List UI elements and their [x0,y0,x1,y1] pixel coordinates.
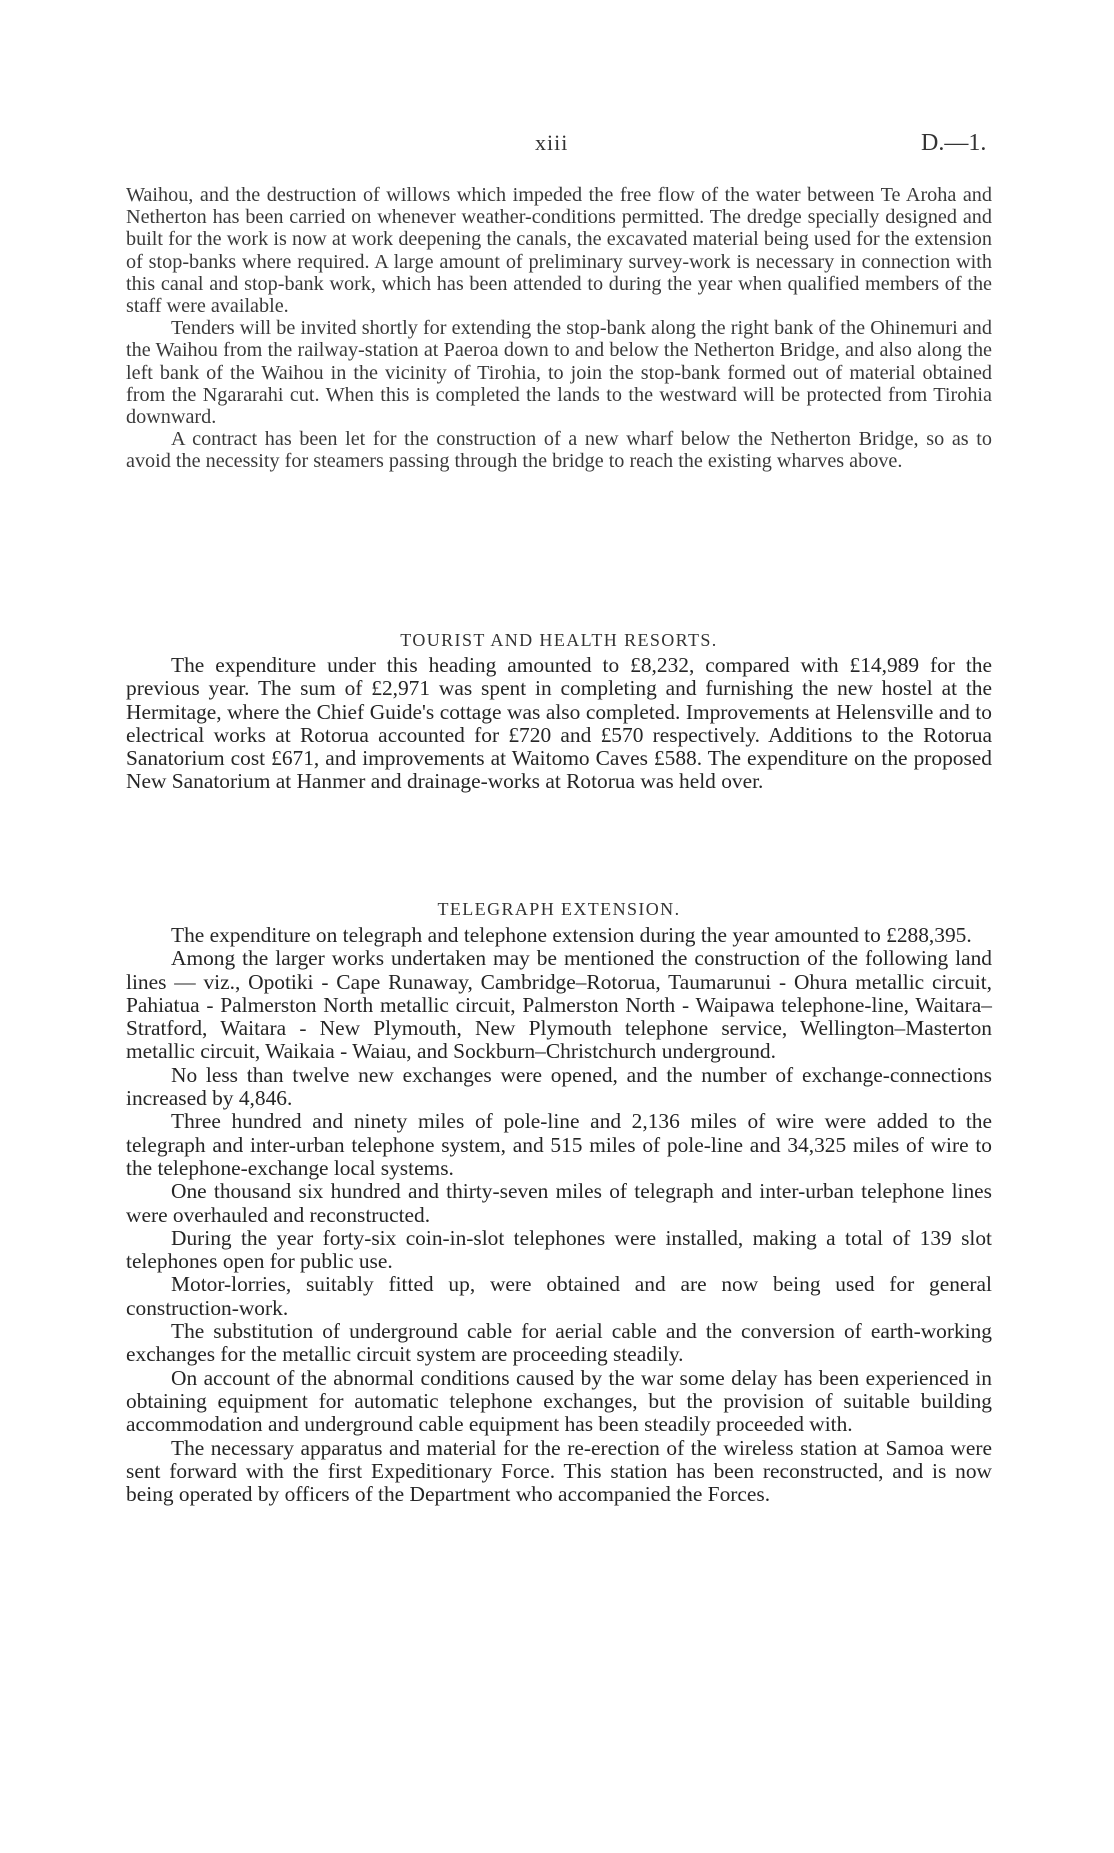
paragraph: No less than twelve new exchanges were opened, and the number of exchange-connections increased by 4,846. [126,1062,992,1111]
paragraph: The expenditure on telegraph and telephone extension during the year amounted to £288,395. [171,923,972,947]
paragraph: The necessary apparatus and material for the re-erection of the wireless station at Samoa were sent forward with the first Expeditionary Force. This station has been reconstructed, and is now being operated by officers of the Department who accompanied the Forces. [126,1435,992,1507]
paragraph: The expenditure under this heading amounted to £8,232, compared with £14,989 for the previous year. The sum of £2,971 was spent in completing and furnishing the new hostel at the Hermitage, where the Chief Guide's cottage was also completed. Improvements at Helensville and to electrical works at Rotorua accounted for £720 and £570 respectively. Additions to the Rotorua Sanatorium cost £671, and improvements at Waitomo Caves £588. The expenditure on the proposed New Sanatorium at Hanmer and drainage-works at Rotorua was held over. [126,653,992,794]
paragraph: Tenders will be invited shortly for extending the stop-bank along the right bank of the Ohinemuri and the Waihou from the railway-station at Paeroa down to and below the Netherton Bridge, and also along the left bank of the Waihou in the vicinity of Tirohia, to join the stop-bank formed out of material obtained from the Ngararahi cut. When this is completed the lands to the westward will be protected from Tirohia downward. [126,317,992,429]
paragraph: One thousand six hundred and thirty-seven miles of telegraph and inter-urban telephone lines were overhauled and reconstructed. [126,1179,992,1227]
section-heading-tourist: TOURIST AND HEALTH RESORTS. [400,630,718,650]
paragraph: Among the larger works undertaken may be mentioned the construction of the following land lines — viz., Opotiki - Cape Runaway, Cambridge–Rotorua, Taumarunui - Ohura metallic circuit, Pahiatua - Palmerston North metallic circuit, Palmerston North - Waipawa telephone-line, Waitara–Stratford, Waitara - New Plymouth, New Plymouth telephone service, Wellington–Masterton metallic circuit, Waikaia - Waiau, and Sockburn–Christchurch underground. [126,946,992,1064]
tourist-resorts-section [126,654,992,794]
telegraph-extension-section [126,924,992,1506]
document-reference: D.—1. [921,130,987,156]
paragraph: Waihou, and the destruction of willows which impeded the free flow of the water between Te Aroha and Netherton has been carried on whenever weather-conditions permitted. The dredge specially designed and built for the work is now at work deepening the canals, the excavated material being used for the extension of stop-banks where required. A large amount of preliminary survey-work is necessary in connection with this canal and stop-bank work, which has been attended to during the year when qualified members of the staff were available. [126,184,992,318]
paragraph: The substitution of underground cable for aerial cable and the conversion of earth-working exchanges for the metallic circuit system are proceeding steadily. [126,1319,992,1367]
paragraph: On account of the abnormal conditions caused by the war some delay has been experienced in obtaining equipment for automatic telephone exchanges, but the provision of suitable building accommodation and underground cable equipment has been steadily proceeded with. [126,1365,992,1437]
paragraph: During the year forty-six coin-in-slot telephones were installed, making a total of 139 slot telephones open for public use. [126,1225,992,1274]
page-number: xiii [535,130,569,155]
paragraph: A contract has been let for the construction of a new wharf below the Netherton Bridge, so as to avoid the necessity for steamers passing through the bridge to reach the existing wharves above. [126,428,992,473]
section-heading-telegraph: TELEGRAPH EXTENSION. [437,899,681,919]
waihou-works-section [126,184,992,473]
paragraph: Motor-lorries, suitably fitted up, were obtained and are now being used for general construction-work. [126,1272,992,1320]
paragraph: Three hundred and ninety miles of pole-line and 2,136 miles of wire were added to the telegraph and inter-urban telephone system, and 515 miles of pole-line and 34,325 miles of wire to the telephone-exchange local systems. [126,1109,992,1180]
